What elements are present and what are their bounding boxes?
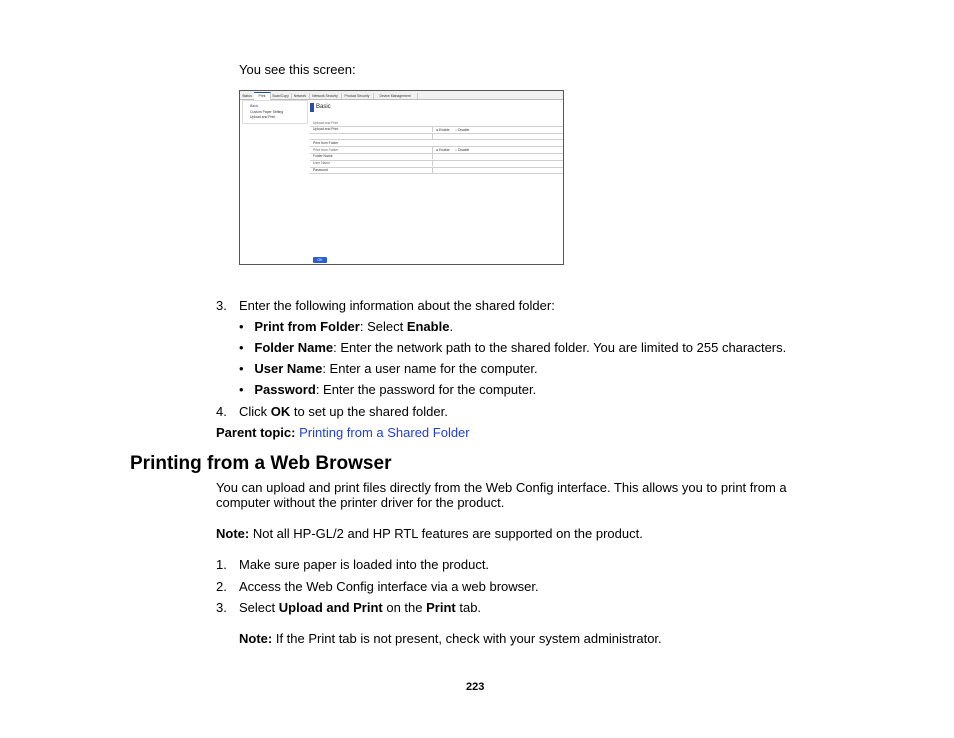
table-row: Upload and Print ● Enable ○ Disable [310, 127, 564, 134]
panel-title-bar [310, 103, 314, 112]
settings-table [310, 120, 564, 174]
table-row: Upload and Print [310, 120, 564, 127]
note: Note: If the Print tab is not present, check with your system administrator. [239, 631, 662, 646]
parent-topic: Parent topic: Printing from a Shared Folder [216, 425, 470, 440]
side-item-custom-paper: Custom Paper Setting [250, 110, 284, 114]
parent-topic-link[interactable]: Printing from a Shared Folder [299, 425, 470, 440]
radio-disable: ○ Disable [455, 127, 470, 132]
bullet-item: • User Name: Enter a user name for the computer. [239, 361, 538, 376]
step-text: Access the Web Config interface via a web browser. [239, 579, 539, 594]
tab-scan-copy: Scan/Copy [270, 93, 292, 99]
table-row: Password [310, 168, 564, 175]
radio-enable: ● Enable [436, 127, 450, 132]
tab-network-security: Network Security [309, 93, 342, 99]
paragraph-line: You can upload and print files directly from the Web Config interface. This allows you to print from a [216, 480, 787, 495]
step-number: 2. [216, 579, 227, 594]
tab-bar [240, 91, 563, 100]
paragraph-line: computer without the printer driver for the product. [216, 495, 505, 510]
step-text: Enter the following information about the shared folder: [239, 298, 555, 313]
step-number: 1. [216, 557, 227, 572]
table-row: User Name [310, 161, 564, 168]
step-number: 4. [216, 404, 227, 419]
web-config-screenshot [239, 90, 564, 265]
intro-text: You see this screen: [239, 62, 356, 77]
table-row [310, 134, 564, 141]
step-text: Make sure paper is loaded into the product. [239, 557, 490, 572]
tab-network: Network [291, 93, 310, 99]
section-heading: Printing from a Web Browser [130, 453, 392, 474]
table-row: Print from Folder [310, 140, 564, 147]
step-number: 3. [216, 600, 227, 615]
tab-status: Status [240, 93, 255, 99]
bullet-item: • Print from Folder: Select Enable. [239, 319, 454, 334]
table-row: Print from Folder ● Enable ○ Disable [310, 147, 564, 154]
step-number: 3. [216, 298, 227, 313]
bullet-item: • Password: Enter the password for the computer. [239, 382, 537, 397]
side-menu [242, 100, 308, 124]
table-row: Folder Name [310, 154, 564, 161]
tab-device-management: Device Management [373, 93, 418, 99]
tab-product-security: Product Security [341, 93, 374, 99]
step-text: Click OK to set up the shared folder. [239, 404, 448, 419]
side-item-upload-print: Upload and Print [250, 115, 276, 119]
ok-button: OK [313, 257, 327, 263]
page-number: 223 [466, 681, 485, 693]
tab-print: Print [254, 92, 271, 100]
bullet-item: • Folder Name: Enter the network path to the shared folder. You are limited to 255 characters. [239, 340, 787, 355]
note: Note: Not all HP-GL/2 and HP RTL features are supported on the product. [216, 526, 643, 541]
side-item-basic: Basic [250, 104, 259, 108]
panel-title: Basic [316, 104, 331, 110]
step-text: Select Upload and Print on the Print tab. [239, 600, 482, 615]
